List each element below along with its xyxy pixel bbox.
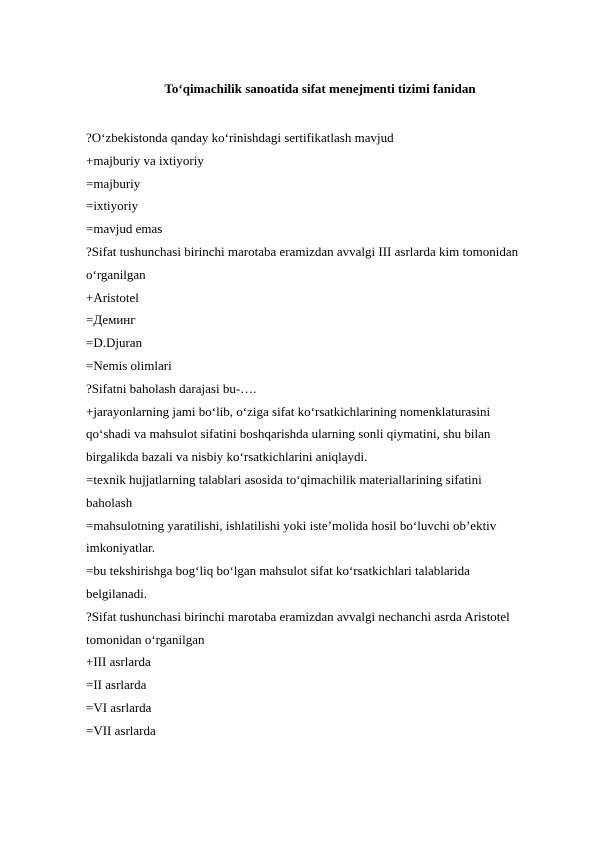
text-line: ?O‘zbekistonda qanday ko‘rinishdagi sertifikatlash mavjud xyxy=(86,130,394,145)
text-line: ?Sifatni baholash darajasi bu-…. xyxy=(86,380,257,396)
text-line: =texnik hujjatlarning talablari asosida to‘qimachilik materiallarining sifatini xyxy=(86,471,482,487)
text-line: qo‘shadi va mahsulot sifatini boshqarishda ularning sonli qiymatini, shu bilan xyxy=(86,426,491,442)
text-line: tomonidan o‘rganilgan xyxy=(86,631,205,647)
text-line: =mavjud emas xyxy=(86,221,163,237)
text-line: o‘rganilgan xyxy=(86,266,146,282)
text-line: birgalikda bazali va nisbiy ko‘rsatkichlarini aniqlaydi. xyxy=(86,449,368,465)
text-line: ?Sifat tushunchasi birinchi marotaba eramizdan avvalgi III asrlarda kim tomonidan xyxy=(86,243,519,259)
text-line: =II asrlarda xyxy=(86,677,147,693)
text-line: ?Sifat tushunchasi birinchi marotaba eramizdan avvalgi nechanchi asrda Aristotel xyxy=(86,608,510,624)
text-line: =majburiy xyxy=(86,175,141,191)
text-line: +III asrlarda xyxy=(86,654,151,670)
text-line: =ixtiyoriy xyxy=(86,198,139,214)
text-line: =Nemis olimlari xyxy=(86,357,172,373)
text-line: baholash xyxy=(86,494,133,510)
text-line: +Aristotel xyxy=(86,289,139,305)
text-line: +majburiy va ixtiyoriy xyxy=(86,152,204,168)
text-line: belgilanadi. xyxy=(86,585,148,601)
text-line: =D.Djuran xyxy=(86,335,143,351)
text-line: imkoniyatlar. xyxy=(86,540,155,556)
text-line: +jarayonlarning jami bo‘lib, o‘ziga sifat ko‘rsatkichlarining nomenklaturasini xyxy=(86,403,491,419)
text-line: =bu tekshirishga bog‘liq bo‘lgan mahsulot sifat ko‘rsatkichlari talablarida xyxy=(86,563,470,579)
text-line: =VII asrlarda xyxy=(86,722,156,738)
document-title: To‘qimachilik sanoatida sifat menejmenti tizimi fanidan xyxy=(164,81,476,96)
text-line: =VI asrlarda xyxy=(86,699,152,715)
document-body xyxy=(86,127,566,743)
text-line: =mahsulotning yaratilishi, ishlatilishi yoki iste’molida hosil bo‘luvchi ob’ektiv xyxy=(86,517,497,533)
text-line: =Деминг xyxy=(86,312,136,328)
